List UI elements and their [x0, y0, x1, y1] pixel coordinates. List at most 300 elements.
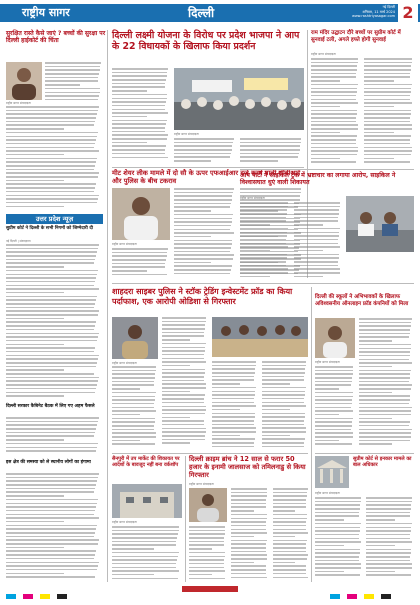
text-line — [273, 510, 295, 512]
text-line — [112, 407, 154, 409]
text-line — [112, 263, 165, 265]
text-line — [311, 62, 358, 64]
text-line — [315, 538, 359, 540]
text-line — [6, 296, 97, 298]
text-line — [6, 325, 95, 327]
text-line — [231, 547, 266, 549]
text-line — [359, 429, 412, 431]
text-line — [174, 265, 232, 267]
text-line — [231, 503, 266, 505]
text-line — [6, 484, 96, 486]
right-top-body-b — [364, 58, 414, 166]
text-line — [240, 213, 287, 215]
left-mid-body — [6, 244, 103, 402]
bottom-right-divider — [315, 453, 414, 454]
text-line — [359, 322, 411, 324]
text-line — [315, 407, 351, 409]
trade-photo — [112, 317, 158, 359]
footer-ad-strip — [182, 586, 238, 592]
text-line — [315, 560, 359, 562]
text-line — [364, 132, 394, 134]
text-line — [366, 527, 411, 529]
text-line — [112, 403, 154, 405]
left-subhead-2-body — [6, 473, 103, 581]
text-line — [364, 135, 411, 137]
text-line — [112, 432, 156, 434]
text-line — [6, 172, 99, 174]
text-line — [262, 435, 290, 437]
text-line — [6, 270, 98, 272]
text-line — [240, 261, 286, 263]
left-mid-byline: नई दिल्ली | संवाददाता — [6, 239, 31, 243]
text-line — [262, 365, 306, 367]
text-line — [364, 62, 412, 64]
text-line — [112, 418, 155, 420]
text-line — [294, 276, 323, 278]
text-line — [112, 567, 176, 569]
text-line — [212, 442, 254, 444]
text-line — [262, 368, 305, 370]
text-line — [162, 347, 205, 349]
text-line — [6, 528, 96, 530]
text-line — [6, 128, 64, 130]
text-line — [162, 431, 206, 433]
text-line — [240, 239, 286, 241]
text-line — [6, 562, 99, 564]
text-line — [6, 150, 99, 152]
text-line — [174, 188, 234, 190]
text-line — [6, 432, 95, 434]
text-line — [366, 545, 395, 547]
text-line — [162, 413, 205, 415]
text-line — [315, 571, 344, 573]
left-top-headline: सुरक्षित रास्ते कैसे जाएं ? बच्चों की सुरक्षा पर दिल्ली हाईकोर्ट की चिंता — [6, 30, 106, 45]
text-line — [112, 90, 147, 92]
text-line — [311, 91, 357, 93]
text-line — [112, 366, 156, 368]
text-line — [240, 138, 301, 140]
text-line — [273, 543, 306, 545]
text-line — [45, 73, 99, 75]
text-line — [162, 424, 204, 426]
text-line — [6, 158, 97, 160]
text-line — [231, 573, 266, 575]
text-line — [294, 232, 339, 234]
text-line — [112, 537, 177, 539]
text-line — [359, 362, 412, 364]
bottom-mid-photo — [189, 488, 227, 522]
text-line — [359, 392, 392, 394]
person-photo-icon — [315, 318, 355, 358]
text-line — [240, 202, 288, 204]
text-line — [240, 160, 278, 162]
lower-divider — [112, 453, 308, 454]
text-line — [262, 387, 306, 389]
text-line — [294, 202, 340, 204]
text-line — [315, 567, 361, 569]
text-line — [315, 425, 352, 427]
text-line — [273, 558, 307, 560]
text-line — [6, 417, 99, 419]
lead-divider — [112, 167, 304, 168]
text-line — [212, 431, 256, 433]
text-line — [162, 420, 204, 422]
text-line — [359, 381, 409, 383]
text-line — [311, 95, 356, 97]
bottom-left-headline: सैनपुरी में उप मार्केट की शिकायत पर आदेशों के बावजूद नहीं बना वर्कशॉप — [112, 456, 180, 469]
text-line — [6, 198, 98, 200]
black-swatch — [381, 594, 391, 599]
text-line — [364, 106, 394, 108]
text-line — [262, 427, 306, 429]
text-line — [294, 243, 338, 245]
text-line — [366, 574, 411, 576]
text-line — [112, 105, 165, 107]
text-line — [112, 425, 154, 427]
text-line — [315, 556, 359, 558]
text-line — [240, 220, 286, 222]
official-photo-icon — [112, 188, 170, 240]
text-line — [162, 369, 205, 371]
right-mid-photo — [315, 318, 355, 358]
text-line — [112, 72, 167, 74]
bottom-right-headline: सुप्रीम कोर्ट से इनकार मामले का बाल अधिकार — [353, 456, 412, 469]
text-line — [240, 149, 300, 151]
text-line — [315, 373, 353, 375]
right-mid-headline: दिल्ली की स्कूलों ने अभिभावकों के खिलाफ अविश्वसनीय ऑनलाइन फ्रॉड कंपनियों को मिला — [315, 294, 409, 307]
text-line — [364, 65, 411, 67]
bottom-right-body-b — [366, 497, 414, 582]
text-line — [212, 379, 254, 381]
text-line — [189, 559, 224, 561]
left-section-band: उत्तर प्रदेश न्यूज़ — [6, 214, 103, 224]
text-line — [189, 552, 225, 554]
text-line — [366, 515, 410, 517]
text-line — [315, 432, 353, 434]
text-line — [366, 560, 410, 562]
text-line — [359, 318, 412, 320]
trade-body-b — [162, 317, 208, 450]
text-line — [364, 84, 412, 86]
text-line — [174, 199, 232, 201]
text-line — [231, 543, 266, 545]
text-line — [315, 519, 344, 521]
text-line — [162, 343, 206, 345]
text-line — [112, 157, 168, 159]
text-line — [174, 247, 231, 249]
bottom-mid-body-b — [231, 488, 269, 582]
text-line — [6, 165, 95, 167]
text-line — [174, 214, 233, 216]
text-line — [311, 128, 358, 130]
text-line — [174, 273, 230, 275]
text-line — [359, 421, 410, 423]
text-line — [311, 113, 357, 115]
text-line — [174, 243, 232, 245]
text-line — [359, 329, 410, 331]
text-line — [6, 176, 98, 178]
text-line — [6, 292, 64, 294]
text-line — [231, 499, 266, 501]
text-line — [112, 123, 166, 125]
text-line — [231, 510, 254, 512]
color-registration-strip — [6, 586, 69, 605]
text-line — [162, 324, 205, 326]
text-line — [359, 355, 410, 357]
text-line — [359, 348, 411, 350]
text-line — [189, 537, 224, 539]
text-line — [364, 99, 410, 101]
second-body-b — [174, 188, 236, 278]
text-line — [311, 121, 356, 123]
text-line — [112, 399, 155, 401]
text-line — [112, 541, 176, 543]
text-line — [240, 145, 300, 147]
text-line — [231, 488, 267, 490]
yellow-swatch — [40, 594, 50, 599]
text-line — [231, 495, 267, 497]
text-line — [112, 373, 155, 375]
text-line — [6, 351, 94, 353]
text-line — [366, 549, 411, 551]
text-line — [174, 229, 230, 231]
text-line — [366, 538, 410, 540]
text-line — [315, 410, 353, 412]
text-line — [6, 310, 99, 312]
text-line — [262, 391, 305, 393]
text-line — [6, 569, 97, 571]
text-line — [45, 88, 100, 90]
text-line — [6, 262, 94, 264]
text-line — [262, 446, 304, 448]
text-line — [273, 503, 306, 505]
text-line — [294, 239, 338, 241]
text-line — [364, 102, 412, 104]
text-line — [294, 254, 339, 256]
text-line — [240, 217, 286, 219]
text-line — [311, 158, 340, 160]
text-line — [294, 206, 340, 208]
text-line — [162, 409, 206, 411]
left-top-body-b — [6, 106, 103, 210]
cyan-swatch — [6, 594, 16, 599]
text-line — [364, 158, 394, 160]
text-line — [364, 150, 412, 152]
text-line — [273, 488, 308, 490]
text-line — [6, 251, 97, 253]
text-line — [45, 95, 99, 97]
text-line — [212, 398, 254, 400]
text-line — [366, 523, 412, 525]
trade-body-d — [262, 361, 308, 450]
bottom-left-body — [112, 526, 182, 582]
text-line — [366, 497, 412, 499]
text-line — [212, 361, 256, 363]
text-line — [315, 399, 352, 401]
text-line — [162, 332, 204, 334]
text-line — [6, 532, 95, 534]
text-line — [359, 370, 411, 372]
text-line — [315, 508, 360, 510]
text-line — [231, 529, 266, 531]
text-line — [262, 394, 305, 396]
text-line — [315, 436, 353, 438]
bottom-right-byline: राष्ट्रीय सागर संवाददाता — [315, 491, 340, 495]
text-line — [315, 396, 353, 398]
text-line — [240, 243, 286, 245]
text-line — [6, 573, 64, 575]
text-line — [112, 83, 165, 85]
text-line — [311, 147, 358, 149]
text-line — [240, 272, 288, 274]
text-line — [6, 202, 97, 204]
text-line — [359, 410, 411, 412]
text-line — [6, 576, 95, 578]
text-line — [364, 143, 410, 145]
text-line — [6, 373, 94, 375]
protest-crowd-icon — [174, 68, 304, 130]
text-line — [162, 358, 204, 360]
text-line — [212, 427, 256, 429]
building-photo-icon — [112, 484, 182, 518]
text-line — [240, 142, 301, 144]
text-line — [231, 540, 267, 542]
text-line — [359, 436, 411, 438]
text-line — [6, 191, 94, 193]
text-line — [112, 533, 178, 535]
text-line — [273, 577, 308, 579]
text-line — [364, 139, 410, 141]
text-line — [364, 76, 410, 78]
text-line — [262, 420, 304, 422]
text-line — [359, 336, 409, 338]
text-line — [262, 372, 305, 374]
text-line — [6, 307, 94, 309]
text-line — [273, 573, 306, 575]
text-line — [364, 121, 410, 123]
text-line — [366, 567, 412, 569]
text-line — [231, 554, 267, 556]
text-line — [162, 383, 206, 385]
person-photo-icon — [6, 62, 42, 100]
text-line — [162, 335, 204, 337]
text-line — [262, 409, 290, 411]
text-line — [189, 544, 224, 546]
text-line — [189, 563, 224, 565]
text-line — [174, 269, 231, 271]
text-line — [294, 268, 340, 270]
text-line — [359, 384, 412, 386]
text-line — [6, 558, 94, 560]
text-line — [162, 398, 204, 400]
text-line — [6, 495, 64, 497]
text-line — [45, 62, 101, 64]
trade-body-c — [212, 361, 258, 450]
text-line — [311, 110, 357, 112]
text-line — [162, 406, 206, 408]
right-second-byline: राष्ट्रीय सागर संवाददाता — [240, 196, 265, 200]
text-line — [231, 492, 267, 494]
text-line — [6, 473, 99, 475]
trade-group-photo — [212, 317, 308, 357]
text-line — [189, 533, 225, 535]
text-line — [112, 370, 156, 372]
text-line — [112, 421, 155, 423]
text-line — [174, 258, 233, 260]
text-line — [6, 443, 98, 445]
text-line — [6, 439, 64, 441]
text-line — [212, 438, 255, 440]
text-line — [212, 394, 255, 396]
text-line — [112, 149, 165, 151]
text-line — [112, 127, 165, 129]
text-line — [174, 195, 232, 197]
text-line — [212, 376, 254, 378]
text-line — [262, 413, 305, 415]
text-line — [273, 525, 306, 527]
text-line — [6, 424, 97, 426]
text-line — [311, 139, 356, 141]
text-line — [315, 497, 361, 499]
text-line — [174, 160, 211, 162]
text-line — [359, 414, 411, 416]
newspaper-logo: राष्ट्रीय सागर — [22, 6, 70, 19]
text-line — [315, 534, 359, 536]
text-line — [240, 224, 270, 226]
text-line — [6, 117, 96, 119]
text-line — [359, 377, 410, 379]
text-line — [112, 79, 166, 81]
text-line — [273, 540, 307, 542]
text-line — [262, 438, 305, 440]
text-line — [273, 518, 307, 520]
text-line — [231, 569, 266, 571]
text-line — [240, 156, 298, 158]
masthead-meta — [300, 5, 395, 19]
text-line — [262, 405, 306, 407]
text-line — [162, 394, 205, 396]
text-line — [294, 261, 338, 263]
masthead-city: नई दिल्ली — [382, 5, 395, 9]
text-line — [315, 403, 352, 405]
text-line — [6, 392, 95, 394]
text-line — [311, 132, 340, 134]
text-line — [112, 131, 165, 133]
text-line — [315, 392, 353, 394]
text-line — [240, 228, 288, 230]
text-line — [174, 251, 230, 253]
trade-byline: राष्ट्रीय सागर संवाददाता — [112, 361, 137, 365]
text-line — [212, 416, 255, 418]
text-line — [45, 66, 100, 68]
text-line — [294, 246, 340, 248]
text-line — [112, 388, 140, 390]
text-line — [366, 512, 410, 514]
text-line — [6, 154, 64, 156]
text-line — [364, 88, 411, 90]
text-line — [162, 350, 205, 352]
text-line — [294, 257, 339, 259]
text-line — [231, 521, 266, 523]
text-line — [262, 361, 306, 363]
text-line — [112, 109, 165, 111]
text-line — [231, 577, 267, 579]
text-line — [262, 376, 304, 378]
text-line — [6, 132, 98, 134]
text-line — [315, 388, 339, 390]
text-line — [112, 548, 154, 550]
text-line — [6, 366, 96, 368]
